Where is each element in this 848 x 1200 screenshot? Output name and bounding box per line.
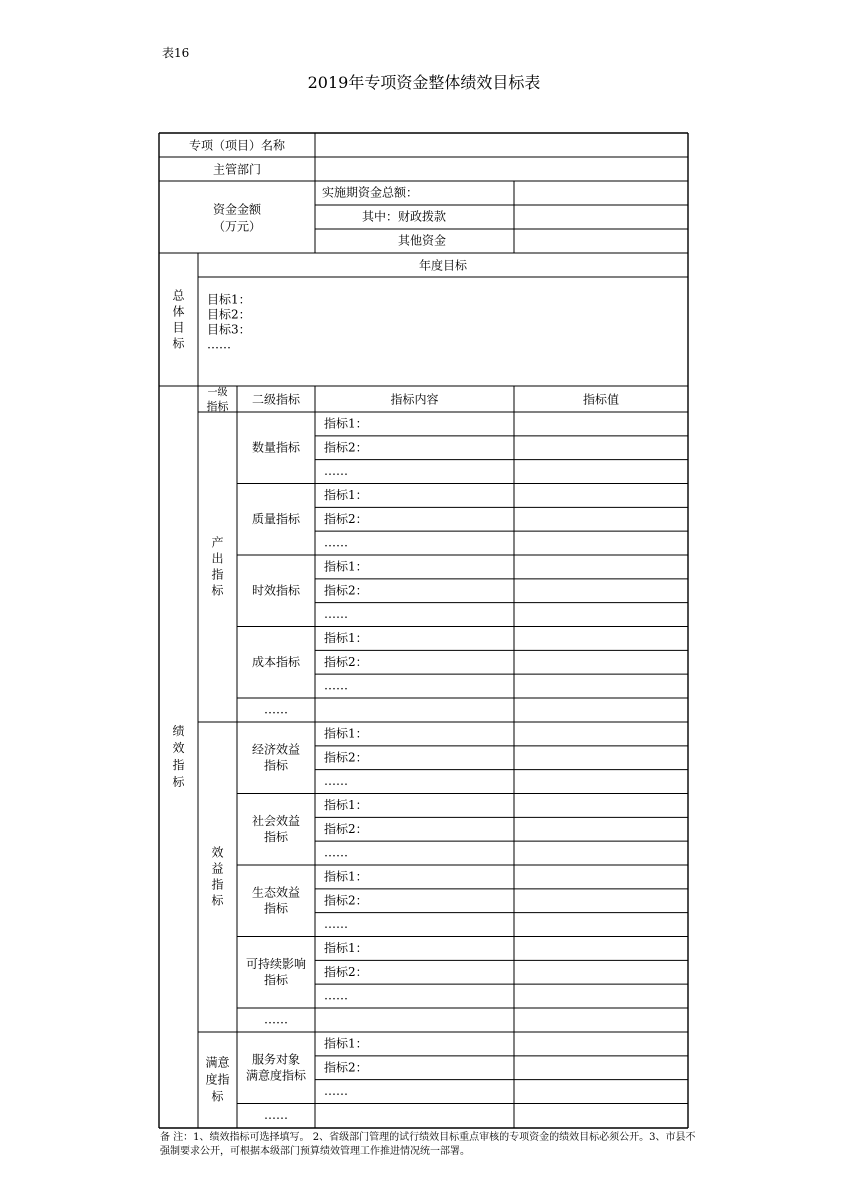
total-funds-field[interactable]	[514, 181, 688, 205]
department-label: 主管部门	[212, 162, 262, 177]
indicator-content-field[interactable]	[315, 841, 514, 865]
overall-goals-label: 目	[172, 320, 185, 335]
indicator-value-field[interactable]	[514, 579, 688, 603]
department-field[interactable]	[315, 157, 688, 181]
indicator-value-field[interactable]	[514, 531, 688, 555]
footnote: 备 注：1、绩效指标可选择填写。 2、省级部门管理的试行绩效目标重点审核的专项资金的绩效目标必须公开。3、市县不强制要求公开，可根据本级部门预算绩效管理工作推进情况统一部署。	[160, 1132, 696, 1157]
sub-indicator-name: 指标	[263, 758, 289, 773]
overall-goals-label: 标	[172, 336, 185, 351]
performance-indicators-label: 效	[172, 741, 185, 755]
indicator-value-field[interactable]	[514, 555, 688, 579]
indicator-value-field[interactable]	[514, 841, 688, 865]
indicator-value-field[interactable]	[514, 770, 688, 794]
indicator-value-field[interactable]	[514, 984, 688, 1008]
indicator-content-field[interactable]	[315, 746, 514, 770]
indicator-content-field[interactable]	[315, 1056, 514, 1080]
indicator-content-field[interactable]	[315, 603, 514, 627]
indicator-value-field[interactable]	[514, 507, 688, 531]
indicator-content-field[interactable]	[315, 412, 514, 436]
more-indicators-field[interactable]	[315, 1008, 688, 1032]
indicator-value-field[interactable]	[514, 436, 688, 460]
level1-header: 一级	[207, 387, 228, 399]
annual-goals-header: 年度目标	[418, 258, 468, 273]
indicator-content-field[interactable]	[315, 889, 514, 913]
indicator-content-field[interactable]	[315, 650, 514, 674]
indicator-content-field[interactable]	[315, 984, 514, 1008]
indicator-value-field[interactable]	[514, 1056, 688, 1080]
indicator-content-field[interactable]	[315, 460, 514, 484]
indicator-content-field[interactable]	[315, 937, 514, 961]
level1-indicator-label: 效	[211, 845, 224, 860]
sub-indicator-name: 质量指标	[251, 511, 301, 526]
indicator-value-field[interactable]	[514, 889, 688, 913]
indicator-value-field[interactable]	[514, 960, 688, 984]
indicator-content-field[interactable]	[315, 960, 514, 984]
indicator-value-field[interactable]	[514, 746, 688, 770]
funds-label: 资金金额	[212, 202, 262, 217]
level1-indicator-label: 益	[211, 861, 224, 876]
sub-indicator-name: 经济效益	[251, 742, 301, 757]
indicator-content-field[interactable]	[315, 1080, 514, 1104]
overall-goals-label: 总	[172, 288, 185, 303]
level1-indicator-label: 出	[211, 551, 224, 566]
indicator-content-field[interactable]	[315, 913, 514, 937]
overall-goals-label: 体	[172, 304, 185, 319]
level1-indicator-label: 满意	[205, 1055, 230, 1070]
fiscal-funds-field[interactable]	[514, 205, 688, 229]
fiscal-funds-label: 其中：财政拨款	[361, 209, 446, 224]
indicator-content-field[interactable]	[315, 794, 514, 818]
sub-indicator-name: 数量指标	[251, 440, 301, 455]
indicator-content-header: 指标内容	[390, 392, 439, 407]
performance-indicators-label: 绩	[172, 724, 185, 738]
indicator-value-field[interactable]	[514, 674, 688, 698]
indicator-value-field[interactable]	[514, 650, 688, 674]
indicator-content-field[interactable]	[315, 627, 514, 651]
page-title: 2019年专项资金整体绩效目标表	[307, 73, 541, 92]
indicator-value-field[interactable]	[514, 794, 688, 818]
indicator-value-field[interactable]	[514, 865, 688, 889]
indicator-value-field[interactable]	[514, 1032, 688, 1056]
more-indicators-field[interactable]	[315, 1104, 688, 1128]
sub-indicator-name: 指标	[263, 972, 289, 987]
project-name-label: 专项（项目）名称	[188, 138, 286, 153]
level1-indicator-label: 指	[211, 877, 224, 892]
funds-unit-label: （万元）	[212, 219, 262, 234]
indicator-content-field[interactable]	[315, 722, 514, 746]
performance-indicators-label: 指	[172, 758, 185, 772]
indicator-content-field[interactable]	[315, 555, 514, 579]
sub-indicator-name: 生态效益	[251, 885, 301, 900]
indicator-value-field[interactable]	[514, 484, 688, 508]
indicator-value-field[interactable]	[514, 412, 688, 436]
indicator-content-field[interactable]	[315, 531, 514, 555]
project-name-field[interactable]	[315, 133, 688, 157]
indicator-value-field[interactable]	[514, 627, 688, 651]
level1-indicator-label: 标	[211, 893, 224, 908]
level1-indicator-label: 标	[211, 1089, 224, 1104]
level1-indicator-label: 标	[211, 583, 224, 598]
level1-indicator-label: 产	[211, 535, 224, 550]
indicator-content-field[interactable]	[315, 1032, 514, 1056]
indicator-content-field[interactable]	[315, 865, 514, 889]
sub-indicator-name: 指标	[263, 829, 289, 844]
indicator-value-field[interactable]	[514, 817, 688, 841]
total-funds-label: 实施期资金总额：	[322, 185, 419, 200]
indicator-content-field[interactable]	[315, 507, 514, 531]
indicator-content-field[interactable]	[315, 436, 514, 460]
level1-header: 指标	[206, 400, 229, 413]
indicator-value-field[interactable]	[514, 913, 688, 937]
indicator-value-field[interactable]	[514, 603, 688, 627]
performance-indicators-label: 标	[172, 775, 185, 789]
sub-indicator-name: 时效指标	[251, 583, 301, 598]
other-funds-label: 其他资金	[397, 233, 446, 248]
sub-indicator-name: 社会效益	[251, 813, 301, 828]
indicator-value-field[interactable]	[514, 937, 688, 961]
table-number: 表16	[162, 46, 190, 60]
indicator-content-field[interactable]	[315, 770, 514, 794]
sub-indicator-name: 满意度指标	[245, 1068, 307, 1083]
sub-indicator-more: ……	[264, 1012, 288, 1027]
sub-indicator-name: 指标	[263, 901, 289, 916]
more-indicators-field[interactable]	[315, 698, 688, 722]
indicator-value-field[interactable]	[514, 722, 688, 746]
indicator-content-field[interactable]	[315, 579, 514, 603]
other-funds-field[interactable]	[514, 229, 688, 253]
annual-goals-field[interactable]	[198, 277, 688, 386]
sub-indicator-more: ……	[264, 702, 288, 717]
level2-header: 二级指标	[251, 392, 301, 407]
level1-indicator-label: 度指	[205, 1072, 230, 1087]
indicator-value-field[interactable]	[514, 1080, 688, 1104]
indicator-content-field[interactable]	[315, 817, 514, 841]
sub-indicator-name: 成本指标	[251, 654, 301, 669]
indicator-content-field[interactable]	[315, 484, 514, 508]
indicator-value-header: 指标值	[582, 392, 620, 407]
indicator-content-field[interactable]	[315, 674, 514, 698]
indicator-value-field[interactable]	[514, 460, 688, 484]
sub-indicator-more: ……	[264, 1108, 288, 1122]
sub-indicator-name: 可持续影响	[245, 956, 307, 971]
level1-indicator-label: 指	[211, 567, 224, 582]
sub-indicator-name: 服务对象	[251, 1052, 301, 1067]
